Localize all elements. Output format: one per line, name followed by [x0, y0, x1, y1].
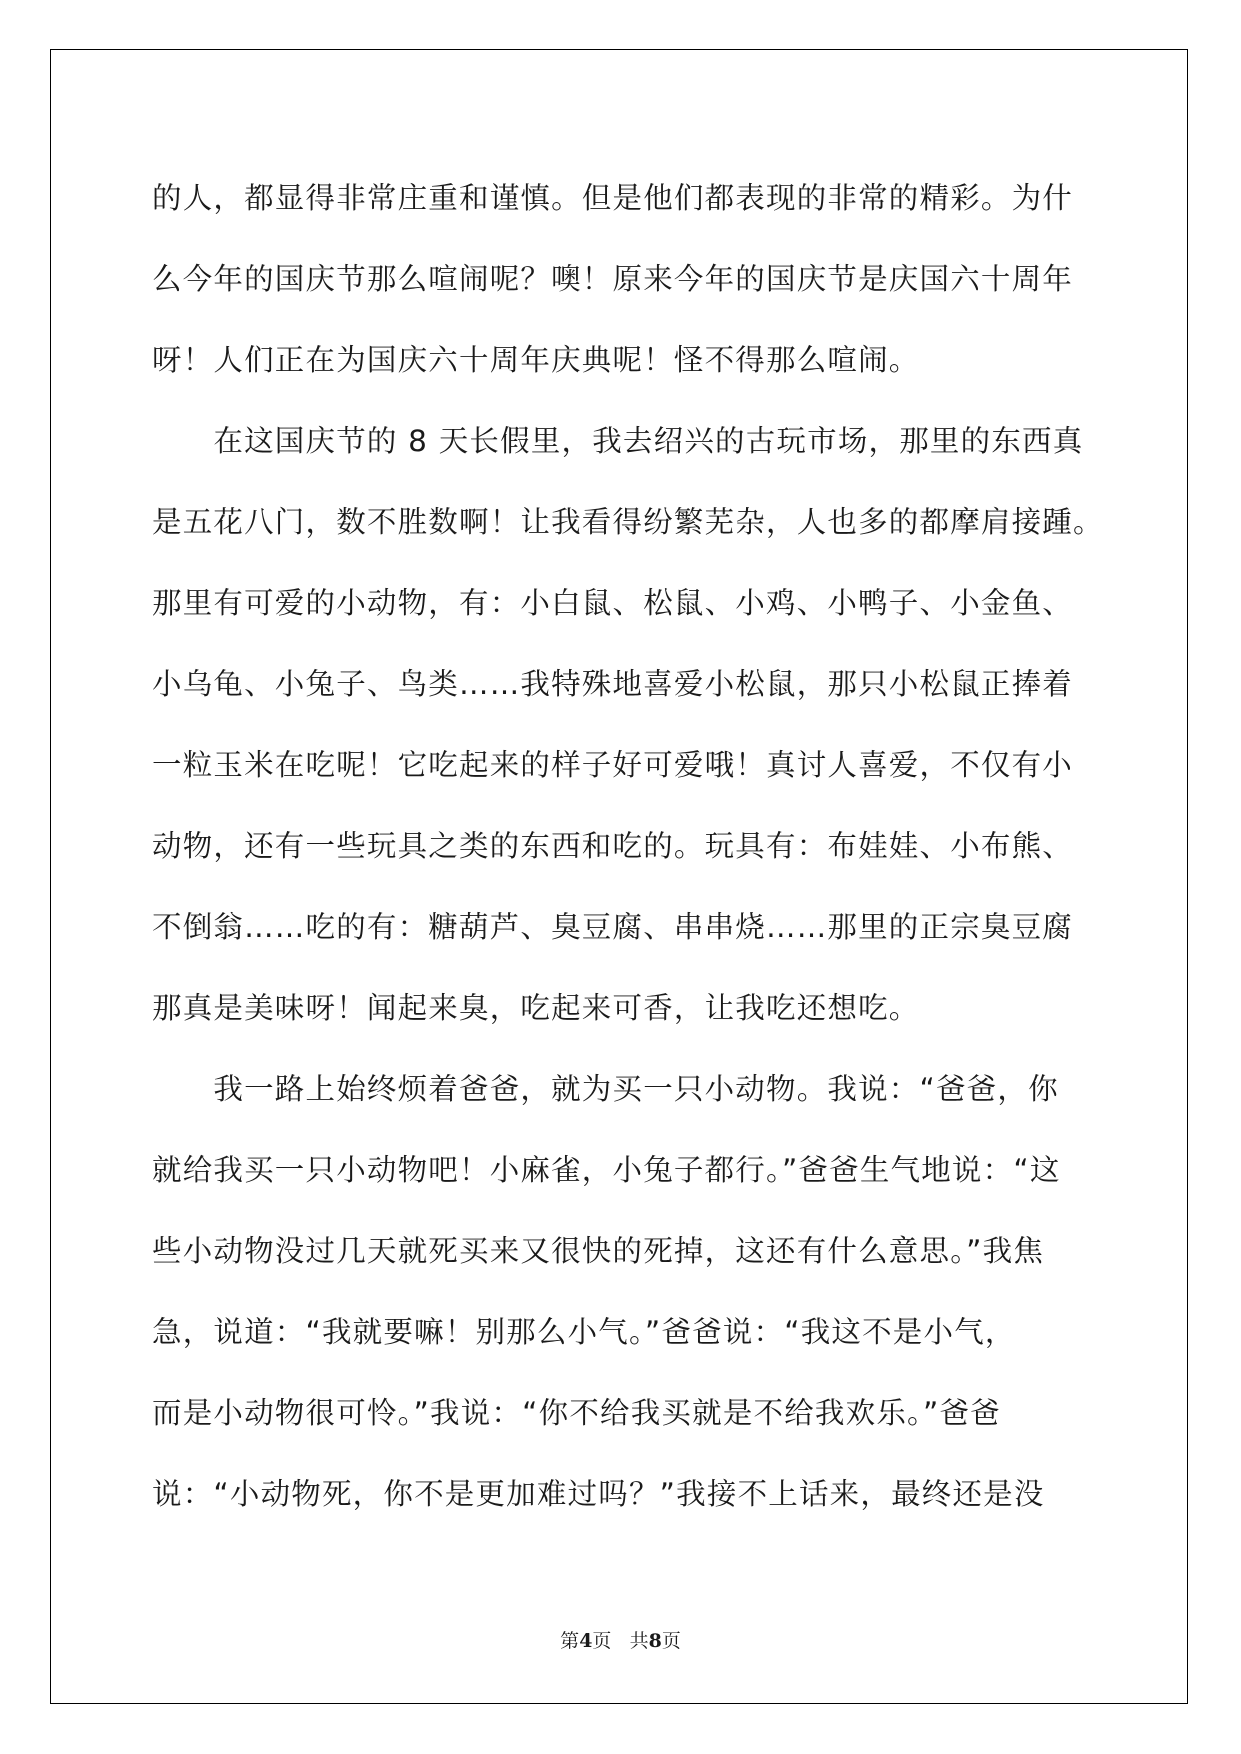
current-page-number: 4	[579, 1630, 593, 1652]
text-line: 么今年的国庆节那么喧闹呢？噢！原来今年的国庆节是庆国六十周年	[152, 262, 1074, 296]
text-line: 一粒玉米在吃呢！它吃起来的样子好可爱哦！真讨人喜爱，不仅有小	[152, 748, 1074, 782]
text-line: 急，说道：“我就要嘛！别那么小气。”爸爸说：“我这不是小气，	[152, 1315, 1016, 1349]
text-line: 是五花八门，数不胜数啊！让我看得纷繁芜杂，人也多的都摩肩接踵。	[152, 505, 1104, 539]
text-line: 那里有可爱的小动物，有：小白鼠、松鼠、小鸡、小鸭子、小金鱼、	[152, 586, 1074, 620]
text-line: 动物，还有一些玩具之类的东西和吃的。玩具有：布娃娃、小布熊、	[152, 829, 1074, 863]
text-line: 就给我买一只小动物吧！小麻雀，小兔子都行。”爸爸生气地说：“这	[152, 1153, 1061, 1187]
document-body	[152, 158, 1104, 1535]
text-line: 而是小动物很可怜。”我说：“你不给我买就是不给我欢乐。”爸爸	[152, 1396, 1001, 1430]
footer-prefix: 第	[560, 1630, 580, 1652]
text-line: 那真是美味呀！闻起来臭，吃起来可香，让我吃还想吃。	[152, 991, 920, 1025]
page-footer	[0, 1626, 1241, 1653]
total-pages-number: 8	[648, 1630, 662, 1652]
text-line: 小乌龟、小兔子、鸟类……我特殊地喜爱小松鼠，那只小松鼠正捧着	[152, 667, 1074, 701]
text-line: 不倒翁……吃的有：糖葫芦、臭豆腐、串串烧……那里的正宗臭豆腐	[152, 910, 1074, 944]
footer-total-prefix: 共	[629, 1630, 649, 1652]
footer-page-unit: 页	[592, 1630, 612, 1652]
text-line: 呀！人们正在为国庆六十周年庆典呢！怪不得那么喧闹。	[152, 343, 920, 377]
footer-total-unit: 页	[661, 1630, 681, 1652]
text-line: 我一路上始终烦着爸爸，就为买一只小动物。我说：“爸爸，你	[152, 1072, 1059, 1106]
text-line: 说：“小动物死，你不是更加难过吗？”我接不上话来，最终还是没	[152, 1477, 1045, 1511]
text-line: 在这国庆节的 8 天长假里，我去绍兴的古玩市场，那里的东西真	[152, 424, 1084, 458]
text-line: 些小动物没过几天就死买来又很快的死掉，这还有什么意思。”我焦	[152, 1234, 1045, 1268]
text-line: 的人，都显得非常庄重和谨慎。但是他们都表现的非常的精彩。为什	[152, 181, 1074, 215]
